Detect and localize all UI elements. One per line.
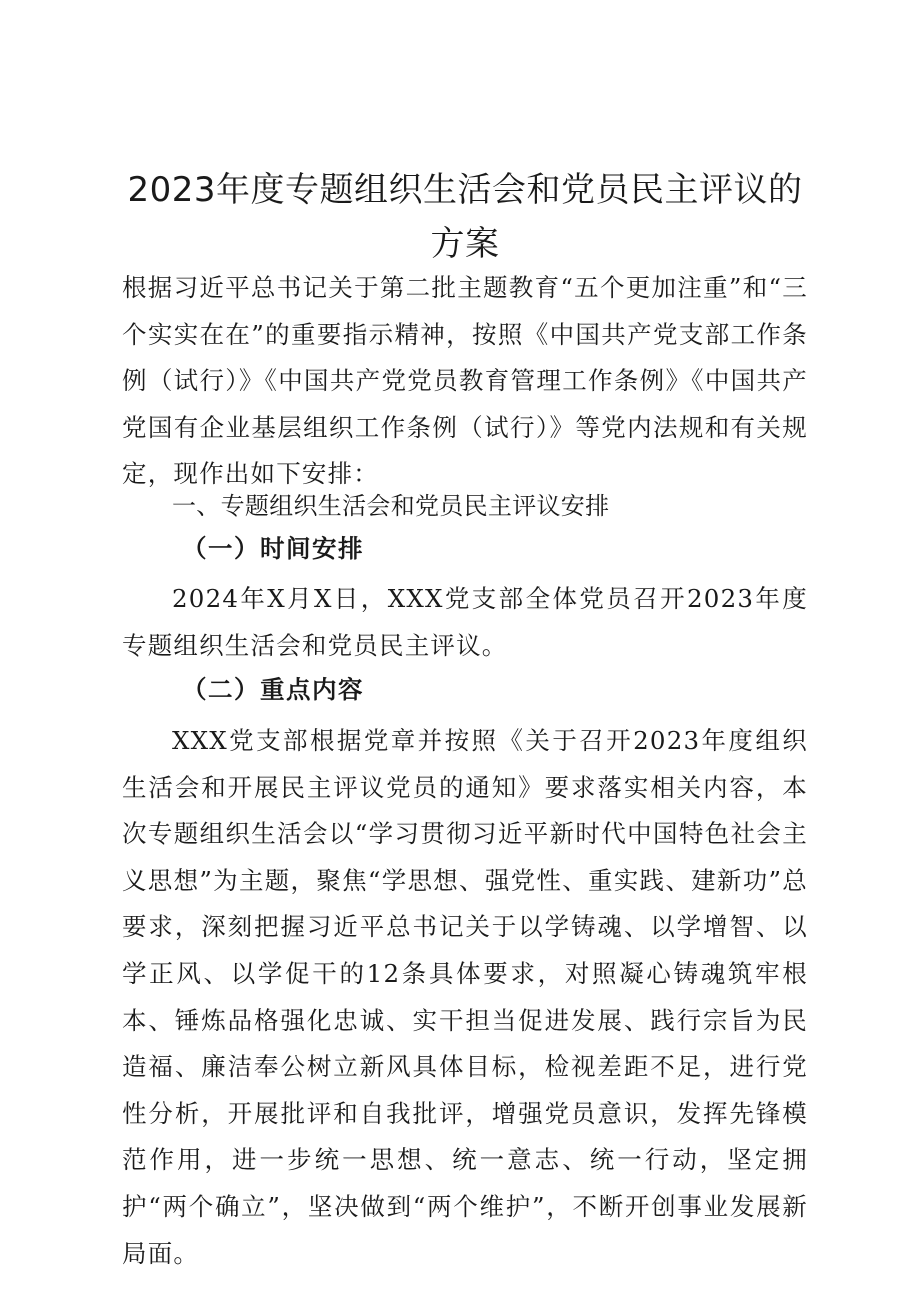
document-title-line-2: 方案 (430, 224, 500, 264)
subsection-2-paragraph: XXX党支部根据党章并按照《关于召开2023年度组织生活会和开展民主评议党员的通知》要求落实相关内容，本次专题组织生活会以“学习贯彻习近平新时代中国特色社会主义思想”为主题，聚焦“学思想、强党性、重实践、建新功”总要求，深刻把握习近平总书记关于以学铸魂、以学增智、以学正风、以学促干的12条具体要求，对照凝心铸魂筑牢根本、锤炼品格强化忠诚、实干担当促进发展、践行宗旨为民造福、廉洁奉公树立新风具体目标，检视差距不足，进行党性分析，开展批评和自我批评，增强党员意识，发挥先锋模范作用，进一步统一思想、统一意志、统一行动，坚定拥护“两个确立”，坚决做到“两个维护”，不断开创事业发展新局面。 (122, 726, 808, 1268)
intro-paragraph: 根据习近平总书记关于第二批主题教育“五个更加注重”和“三个实实在在”的重要指示精神，按照《中国共产党支部工作条例（试行）》《中国共产党党员教育管理工作条例》《中国共产党国有企业基层组织工作条例（试行）》等党内法规和有关规定，现作出如下安排： (122, 273, 808, 489)
document-title-line-1: 2023年度专题组织生活会和党员民主评议的 (127, 170, 803, 210)
subsection-2-heading: （二）重点内容 (182, 675, 364, 704)
subsection-1-heading: （一）时间安排 (182, 534, 364, 563)
section-1-heading: 一、专题组织生活会和党员民主评议安排 (172, 492, 610, 520)
subsection-1-paragraph: 2024年X月X日，XXX党支部全体党员召开2023年度专题组织生活会和党员民主评议。 (122, 584, 808, 660)
